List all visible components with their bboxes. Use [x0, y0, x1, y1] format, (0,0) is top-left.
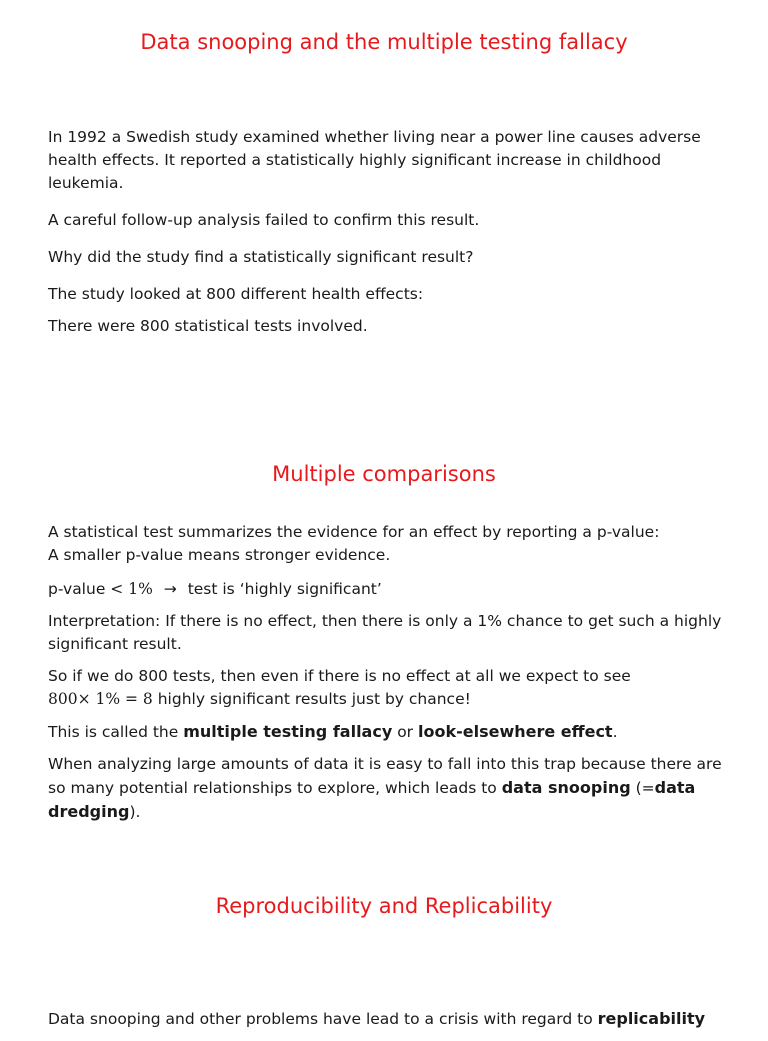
- slide1-paragraph-5: There were 800 statistical tests involved.: [48, 317, 368, 335]
- p-value-label: p-value: [48, 580, 106, 598]
- equals-open-text: (=: [630, 779, 655, 797]
- slide-title-data-snooping: Data snooping and the multiple testing fallacy: [140, 30, 628, 54]
- slide2-paragraph-6: [48, 753, 728, 824]
- called-the-text: This is called the: [48, 723, 184, 741]
- highly-significant-label: test is ‘highly significant’: [187, 580, 382, 598]
- p-value-definition-line: A statistical test summarizes the evidence for an effect by reporting a p-value:: [48, 523, 660, 541]
- expected-count-math: 800× 1% = 8: [48, 690, 153, 708]
- term-look-elsewhere-effect: look-elsewhere effect: [417, 722, 613, 741]
- slide2-paragraph-2: [48, 578, 728, 601]
- slide1-paragraph-2: A careful follow-up analysis failed to confirm this result.: [48, 211, 480, 229]
- term-multiple-testing-fallacy: multiple testing fallacy: [183, 722, 393, 741]
- close-paren-text: ).: [129, 803, 141, 821]
- replicability-crisis-text: Data snooping and other problems have lead to a crisis with regard to: [48, 1010, 598, 1028]
- less-than-one-percent-math: < 1%: [110, 580, 153, 598]
- eight-hundred-tests-line: So if we do 800 tests, then even if there is no effect at all we expect to see: [48, 667, 631, 685]
- slide2-paragraph-5: [48, 720, 728, 744]
- slide1-paragraph-3: Why did the study find a statistically significant result?: [48, 248, 474, 266]
- slide2-body: [48, 521, 728, 834]
- slide1-body: [48, 126, 728, 347]
- slide1-paragraph-4: The study looked at 800 different health effects:: [48, 285, 424, 303]
- slide3-body: [48, 1007, 728, 1041]
- or-text: or: [392, 723, 418, 741]
- slide2-paragraph-1: [48, 521, 728, 567]
- large-data-trap-text: When analyzing large amounts of data it is easy to fall into this trap because there are so many potential relationships to explore, which leads to: [48, 755, 722, 797]
- slide1-paragraph-1: In 1992 a Swedish study examined whether living near a power line causes adverse health effects. It reported a statistically highly significant increase in childhood leukemia.: [48, 128, 701, 192]
- by-chance-text: highly significant results just by chance!: [152, 690, 471, 708]
- term-data-dredging: data dredging: [48, 778, 696, 821]
- slide2-paragraph-3: Interpretation: If there is no effect, then there is only a 1% chance to get such a highly significant result.: [48, 612, 722, 653]
- slide2-paragraph-4: [48, 665, 728, 711]
- slide-title-reproducibility: Reproducibility and Replicability: [215, 894, 553, 918]
- slide-title-multiple-comparisons: Multiple comparisons: [272, 462, 496, 486]
- period-text: .: [612, 723, 618, 741]
- term-replicability: replicability: [597, 1009, 706, 1028]
- p-value-strength-line: A smaller p-value means stronger evidence.: [48, 546, 391, 564]
- term-data-snooping: data snooping: [501, 778, 631, 797]
- slide3-paragraph-1: [48, 1007, 728, 1031]
- right-arrow-icon: →: [163, 580, 177, 598]
